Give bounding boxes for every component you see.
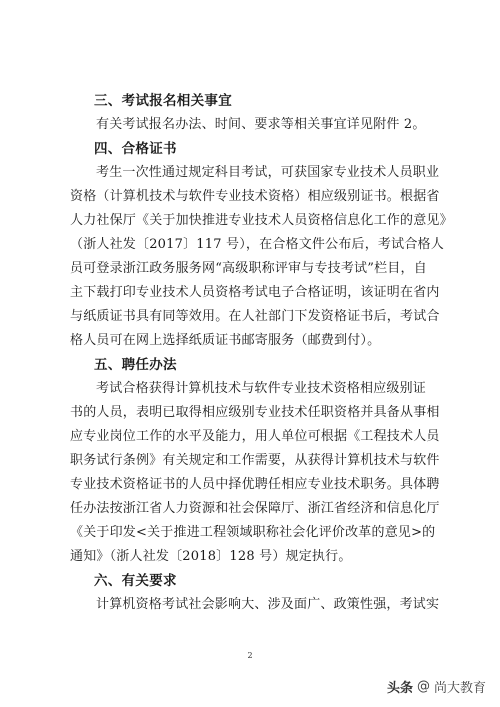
- paragraph-line: 资格（计算机技术与软件专业技术资格）相应级别证书。根据省: [70, 189, 440, 204]
- watermark-brand: 头条: [386, 680, 413, 696]
- source-watermark: [387, 675, 486, 697]
- document-body: [70, 89, 453, 617]
- paragraph-line: 主下载打印专业技术人员资格考试电子合格证明，该证明在省内: [70, 285, 440, 300]
- paragraph-line: 考试合格获得计算机技术与软件专业技术资格相应级别证: [96, 381, 427, 396]
- section-paragraph-requirements: [70, 593, 442, 617]
- paragraph-line: 员可登录浙江政务服务网“高级职称评审与专技考试”栏目，自: [70, 261, 427, 276]
- paragraph-line: 专业技术资格证书的人员中择优聘任相应专业技术职务。具体聘: [70, 477, 440, 492]
- paragraph-line: 通知》（浙人社发〔2018〕128 号）规定执行。: [70, 549, 352, 564]
- paragraph-line: 人力社保厅《关于加快推进专业技术人员资格信息化工作的意见》: [70, 213, 453, 228]
- section-paragraph-appointment: [70, 377, 442, 569]
- section-heading-certificate: 四、合格证书: [94, 141, 177, 157]
- paragraph-line: （浙人社发〔2017〕117 号），在合格文件公布后，考试合格人: [70, 237, 444, 252]
- section-heading-requirements: 六、有关要求: [94, 573, 177, 589]
- paragraph-line: 与纸质证书具有同等效用。在人社部门下发资格证书后，考试合: [70, 309, 440, 324]
- paragraph-line: 应专业岗位工作的水平及能力，用人单位可根据《工程技术人员: [70, 429, 440, 444]
- paragraph-line: 《关于印发<关于推进工程领域职称社会化评价改革的意见>的: [70, 525, 436, 540]
- paragraph-line: 书的人员，表明已取得相应级别专业技术任职资格并具备从事相: [70, 405, 440, 420]
- watermark-account: 尚大教育: [433, 680, 486, 696]
- paragraph-line: 职务试行条例》有关规定和工作需要，从获得计算机技术与软件: [70, 453, 440, 468]
- paragraph-line: 有关考试报名办法、时间、要求等相关事宜详见附件 2。: [96, 117, 426, 132]
- section-heading-exam-registration: 三、考试报名相关事宜: [94, 93, 232, 109]
- page-number: 2: [247, 651, 253, 660]
- at-sign-icon: @: [416, 678, 430, 694]
- paragraph-line: 任办法按浙江省人力资源和社会保障厅、浙江省经济和信息化厅: [70, 501, 440, 516]
- paragraph-line: 格人员可在网上选择纸质证书邮寄服务（邮费到付）。: [70, 333, 381, 348]
- section-paragraph-certificate: [70, 161, 453, 353]
- paragraph-line: 考生一次性通过规定科目考试，可获国家专业技术人员职业: [96, 165, 440, 180]
- section-heading-appointment: 五、聘任办法: [94, 357, 177, 373]
- section-paragraph-exam-registration: [70, 113, 442, 137]
- paragraph-line: 计算机资格考试社会影响大、涉及面广、政策性强，考试实: [96, 597, 440, 612]
